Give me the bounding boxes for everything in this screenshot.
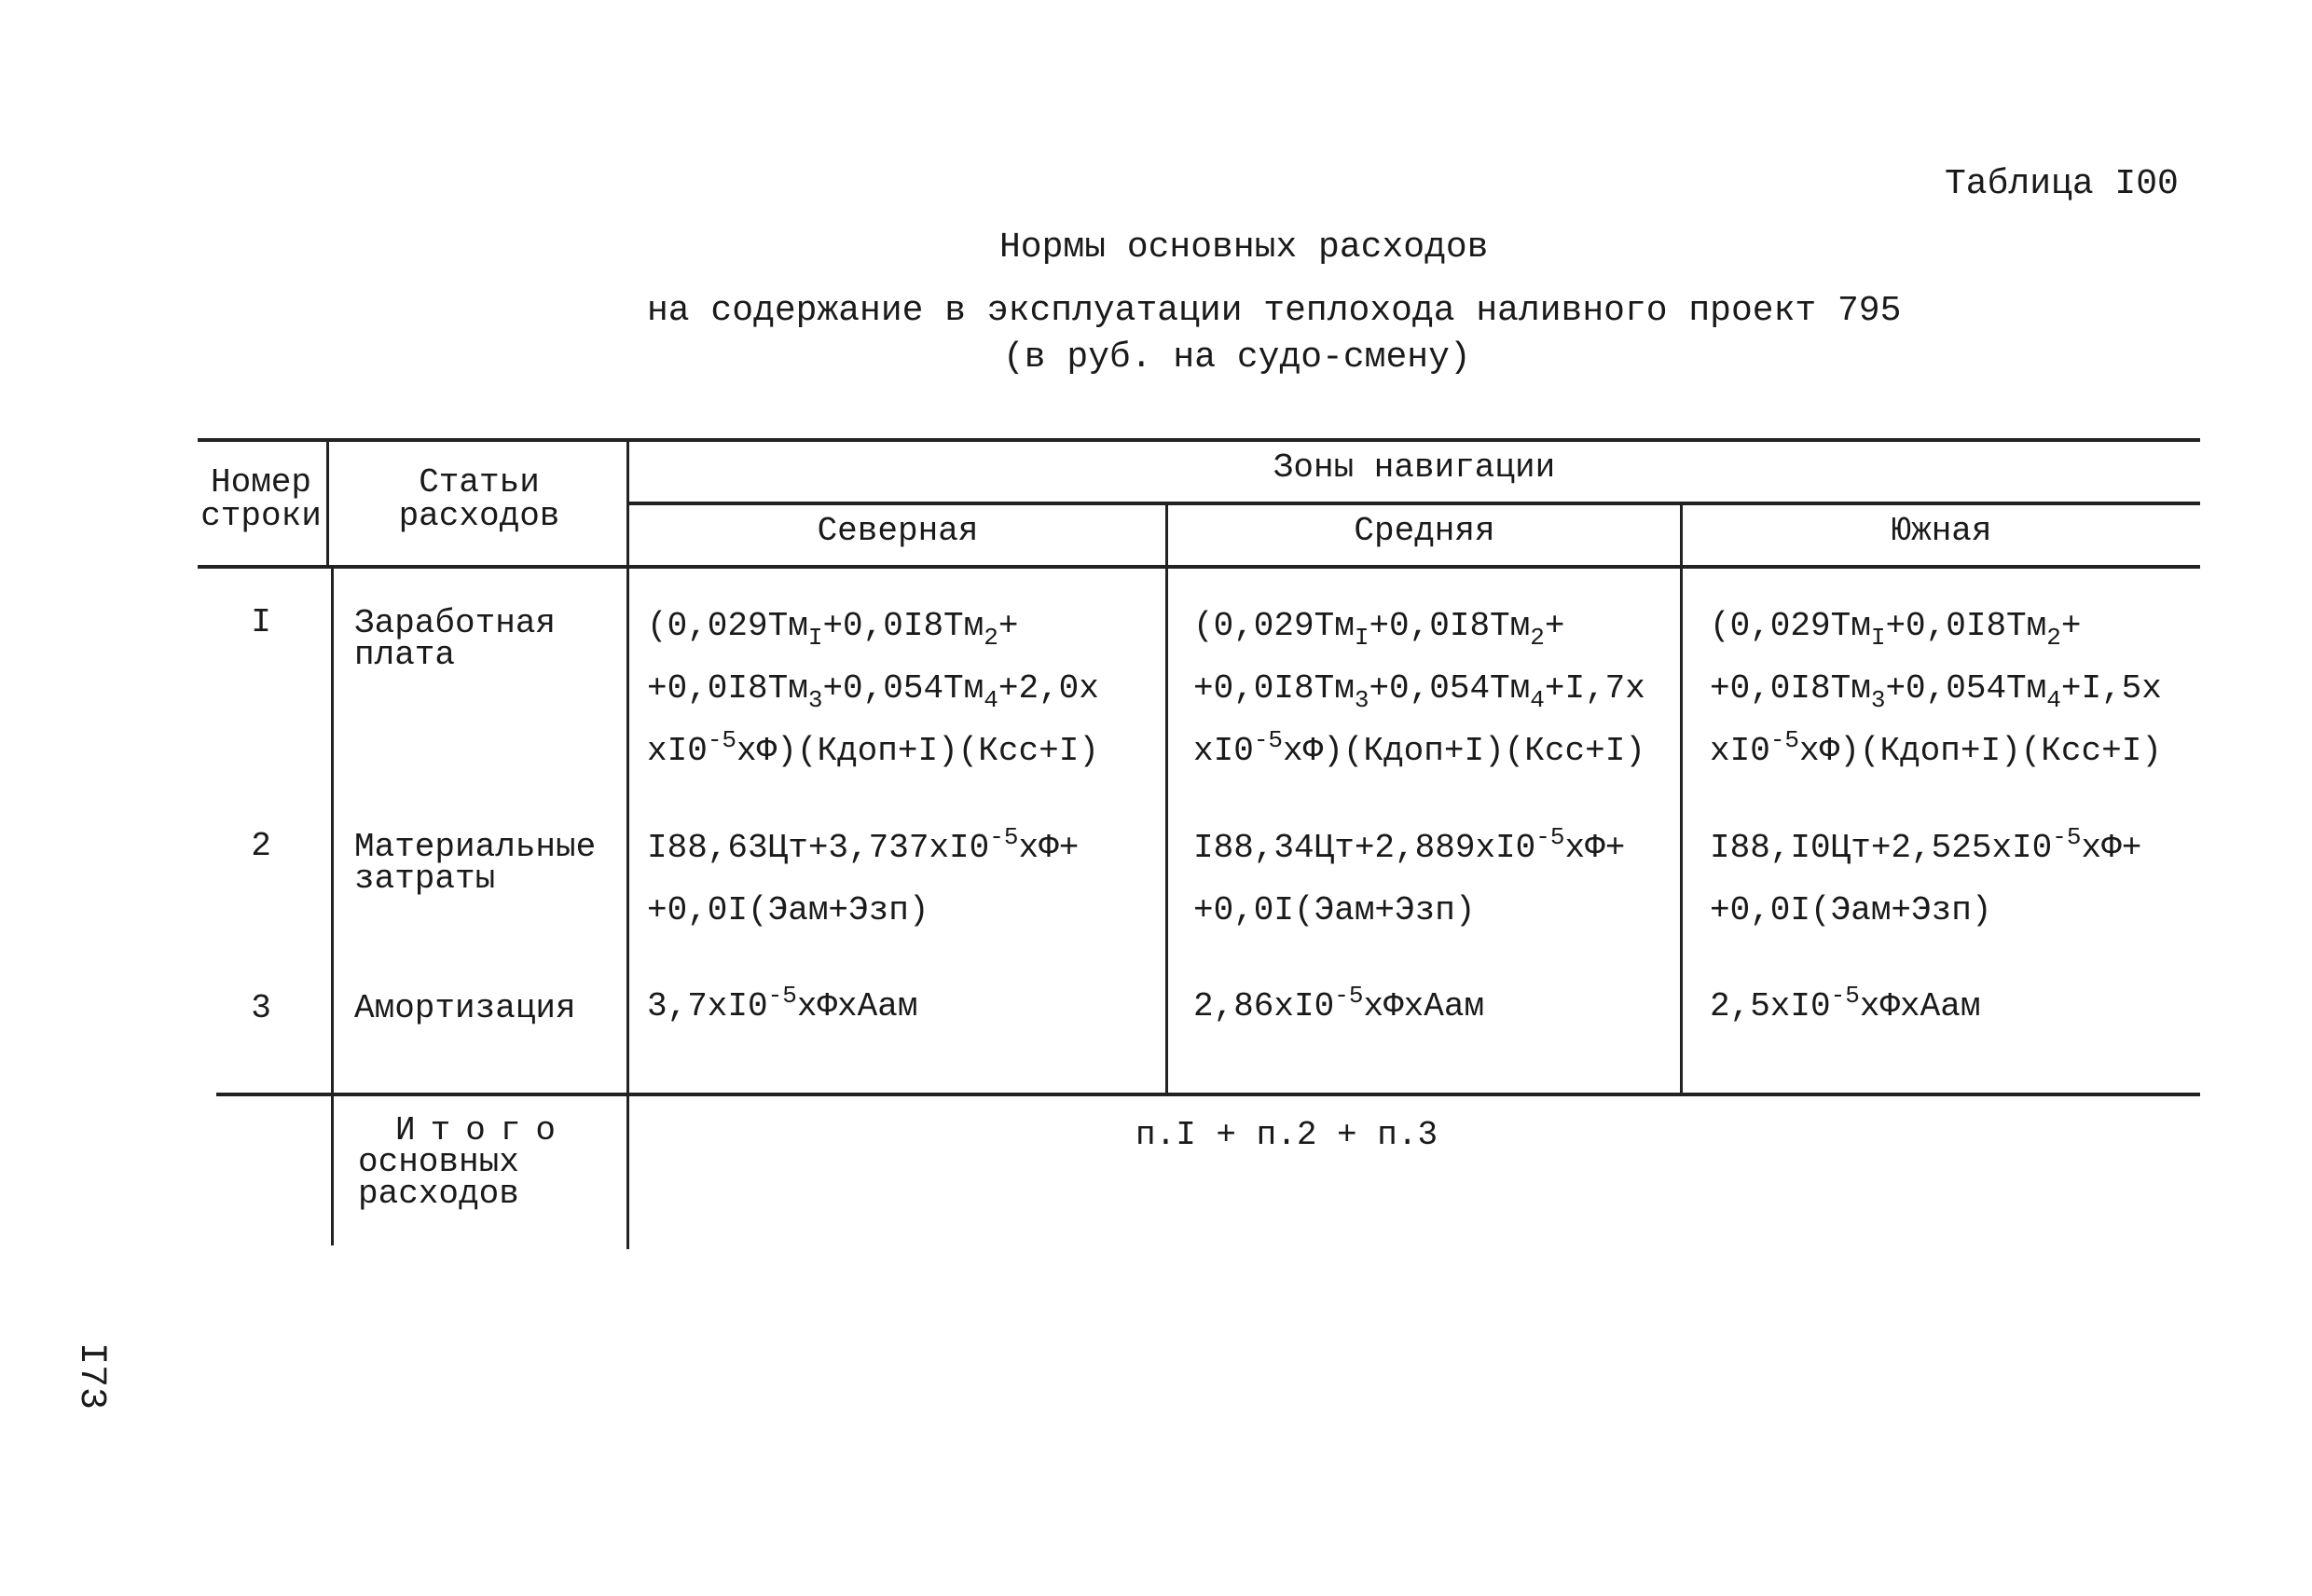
row-2-middle bbox=[1193, 817, 1625, 942]
total-label bbox=[358, 1111, 571, 1213]
header-zones-title: Зоны навигации bbox=[1273, 448, 1556, 487]
col-divider-4 bbox=[1680, 502, 1683, 1094]
header-bottom-rule bbox=[198, 565, 2200, 569]
header-expense-items bbox=[332, 463, 626, 535]
total-label-line-2: основных bbox=[358, 1143, 519, 1181]
title-line-1: Нормы основных расходов bbox=[999, 227, 1489, 268]
row-1-south-line-3: $хI0^{-5}хФ)(Кдоп+I)(Ксс+I)$ bbox=[1710, 726, 2162, 770]
header-zone-south: Южная bbox=[1891, 512, 1992, 550]
header-row-number-2: строки bbox=[200, 497, 322, 535]
row-1-north bbox=[647, 595, 1099, 782]
row-2-number: 2 bbox=[251, 827, 271, 865]
row-2-middle-line-2: +0,0I(Эам+Эзп) bbox=[1193, 891, 1476, 929]
total-formula: п.I + п.2 + п.3 bbox=[1135, 1116, 1438, 1154]
row-3-south bbox=[1710, 975, 1980, 1038]
row-1-south-line-2: $+0,0I8Тм_3+0,054Тм_4+I,5х$ bbox=[1710, 669, 2162, 714]
row-3-item: Амортизация bbox=[354, 989, 576, 1027]
row-2-south bbox=[1710, 817, 2141, 942]
row-2-south-line-1: $I88,I0Цт+2,525хI0^{-5}хФ+$ bbox=[1710, 823, 2142, 867]
title-line-3: (в руб. на судо-смену) bbox=[1003, 337, 1471, 378]
row-2-item bbox=[354, 828, 597, 898]
col-divider-1b bbox=[331, 565, 334, 1245]
row-1-north-line-2: $+0,0I8Тм_3+0,054Тм_4+2,0х$ bbox=[647, 669, 1099, 714]
row-2-item-line-2: затраты bbox=[354, 860, 496, 898]
header-zone-north: Северная bbox=[817, 512, 979, 550]
body-bottom-rule bbox=[216, 1093, 2200, 1096]
row-2-south-line-2: +0,0I(Эам+Эзп) bbox=[1710, 891, 1992, 929]
total-label-line-3: расходов bbox=[358, 1175, 519, 1213]
row-3-north bbox=[647, 975, 917, 1038]
row-1-south-line-1: ($0,029Тм_I+0,0I8Тм_2+$ bbox=[1710, 607, 2082, 652]
row-1-number: I bbox=[251, 603, 271, 641]
row-1-north-line-1: ($0,029Тм_I+0,0I8Тм_2+$ bbox=[647, 607, 1019, 652]
page-number: I73 bbox=[70, 1342, 112, 1410]
row-3-middle-line-1: $2,86хI0^{-5}хФхАам$ bbox=[1193, 982, 1485, 1025]
row-2-north-line-1: $I88,63Цт+3,737хI0^{-5}хФ+$ bbox=[647, 823, 1080, 867]
table-top-rule bbox=[198, 438, 2200, 442]
header-row-number-1: Номер bbox=[210, 463, 312, 502]
row-3-south-line-1: $2,5хI0^{-5}хФхАам$ bbox=[1710, 982, 1981, 1025]
col-divider-1 bbox=[326, 438, 329, 567]
row-1-item bbox=[354, 604, 557, 674]
row-2-item-line-1: Материальные bbox=[354, 828, 597, 866]
row-1-middle bbox=[1193, 595, 1645, 782]
row-2-middle-line-1: $I88,34Цт+2,889хI0^{-5}хФ+$ bbox=[1193, 823, 1626, 867]
row-2-north-line-2: +0,0I(Эам+Эзп) bbox=[647, 891, 929, 929]
header-row-number bbox=[198, 463, 324, 535]
row-1-item-line-2: плата bbox=[354, 636, 456, 674]
row-1-middle-line-2: $+0,0I8Тм_3+0,054Тм_4+I,7х$ bbox=[1193, 669, 1645, 714]
zones-rule bbox=[628, 502, 2200, 505]
col-divider-3 bbox=[1165, 502, 1168, 1094]
header-expense-items-2: расходов bbox=[398, 497, 560, 535]
title-line-2: на содержание в эксплуатации теплохода наливного проект 795 bbox=[647, 291, 1902, 331]
row-1-item-line-1: Заработная bbox=[354, 604, 557, 642]
row-1-north-line-3: $хI0^{-5}хФ)(Кдоп+I)(Ксс+I)$ bbox=[647, 726, 1099, 770]
total-label-line-1: Итого bbox=[395, 1111, 571, 1149]
header-expense-items-1: Статьи bbox=[419, 463, 540, 502]
row-3-middle bbox=[1193, 975, 1484, 1038]
row-2-north bbox=[647, 817, 1079, 942]
table-label: Таблица I00 bbox=[1945, 164, 2179, 204]
row-3-number: 3 bbox=[251, 989, 271, 1027]
row-1-middle-line-1: ($0,029Тм_I+0,0I8Тм_2+$ bbox=[1193, 607, 1565, 652]
row-3-north-line-1: $3,7хI0^{-5}хФхАам$ bbox=[647, 982, 918, 1025]
header-zone-middle: Средняя bbox=[1354, 512, 1495, 550]
col-divider-2 bbox=[626, 438, 629, 1249]
row-1-south bbox=[1710, 595, 2162, 782]
row-1-middle-line-3: $хI0^{-5}хФ)(Кдоп+I)(Ксс+I)$ bbox=[1193, 726, 1645, 770]
